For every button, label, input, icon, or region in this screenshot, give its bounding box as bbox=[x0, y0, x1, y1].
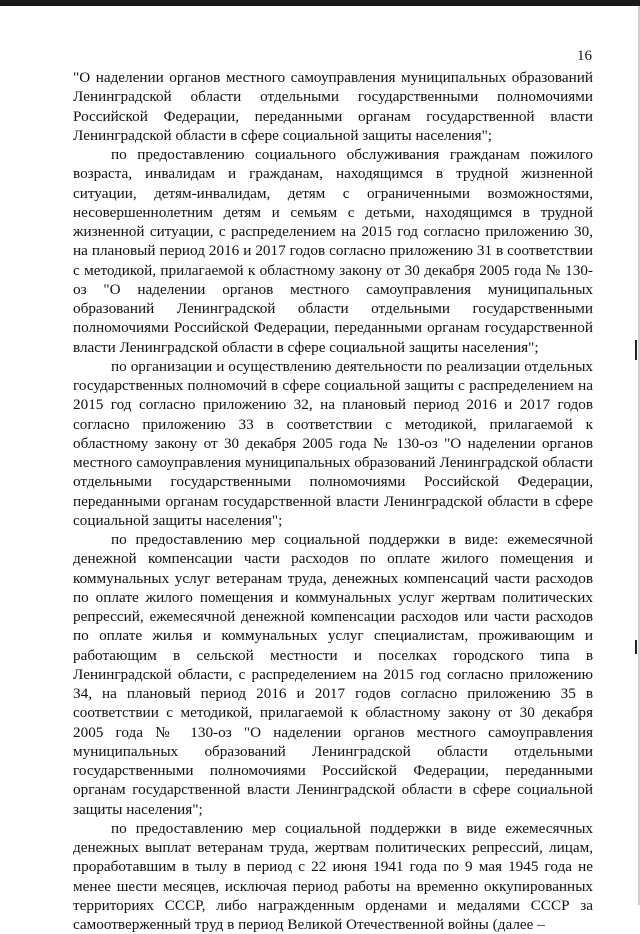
paragraph-1: "О наделении органов местного самоуправления муниципальных образований Ленинградской области отдельными государственными полномочиями Российской Федерации, переданными органам государственной власти Ленинградской области в сфере социальной защиты населения"; bbox=[73, 69, 593, 144]
paragraph-4: по предоставлению мер социальной поддержки в виде: ежемесячной денежной компенсации части расходов по оплате жилого помещения и коммунальных услуг ветеранам труда, денежных компенсаций части расходов по оплате жилого помещения и коммунальных услуг жертвам политических репрессий, ежемесячной денежной компенсации расходов или части расходов по оплате жилья и коммунальных услуг специалистам, проживающим и работающим в сельской местности и поселках городского типа в Ленинградской области, с распределением на 2015 год согласно приложению 34, на плановый период 2016 и 2017 годов согласно приложению 35 в соответствии с методикой, прилагаемой к областному закону от 30 декабря 2005 года № 130-оз "О наделении органов местного самоуправления муниципальных образований Ленинградской области отдельными государственными полномочиями Российской Федерации, переданными органам государственной власти Ленинградской области в сфере социальной защиты населения"; bbox=[73, 531, 593, 818]
scan-edge-mark bbox=[635, 340, 637, 360]
paragraph-3: по организации и осуществлению деятельности по реализации отдельных государственных полномочий в сфере социальной защиты с распределением на 2015 год согласно приложению 32, на плановый период 2016 и 2017 годов согласно приложению 33 в соответствии с методикой, прилагаемой к областному закону от 30 декабря 2005 года № 130-оз "О наделении органов местного самоуправления муниципальных образований Ленинградской области отдельными государственными полномочиями Российской Федерации, переданными органам государственной власти Ленинградской области в сфере социальной защиты населения"; bbox=[73, 357, 593, 529]
paragraph-5: по предоставлению мер социальной поддержки в виде ежемесячных денежных выплат ветеранам труда, жертвам политических репрессий, лицам, проработавшим в тылу в период с 22 июня 1941 года по 9 мая 1945 года не менее шести месяцев, исключая период работы на временно оккупированных территориях СССР, либо награжденным орденами и медалями СССР за самоотверженный труд в период Великой Отечественной войны (далее – bbox=[73, 819, 593, 933]
paragraph-2: по предоставлению социального обслуживания гражданам пожилого возраста, инвалидам и гражданам, находящимся в трудной жизненной ситуации, детям-инвалидам, детям с ограниченными возможностями, несовершеннолетним детям и семьям с детьми, находящимся в трудной жизненной ситуации, с распределением на 2015 год согласно приложению 30, на плановый период 2016 и 2017 годов согласно приложению 31 в соответствии с методикой, прилагаемой к областному закону от 30 декабря 2005 года № 130-оз "О наделении органов местного самоуправления муниципальных образований Ленинградской области отдельными государственными полномочиями Российской Федерации, переданными органам государственной власти Ленинградской области в сфере социальной защиты населения"; bbox=[73, 146, 593, 356]
scan-border-top bbox=[0, 0, 640, 6]
page-number: 16 bbox=[577, 48, 592, 64]
document-body bbox=[73, 68, 593, 934]
scan-edge-mark bbox=[635, 640, 637, 654]
